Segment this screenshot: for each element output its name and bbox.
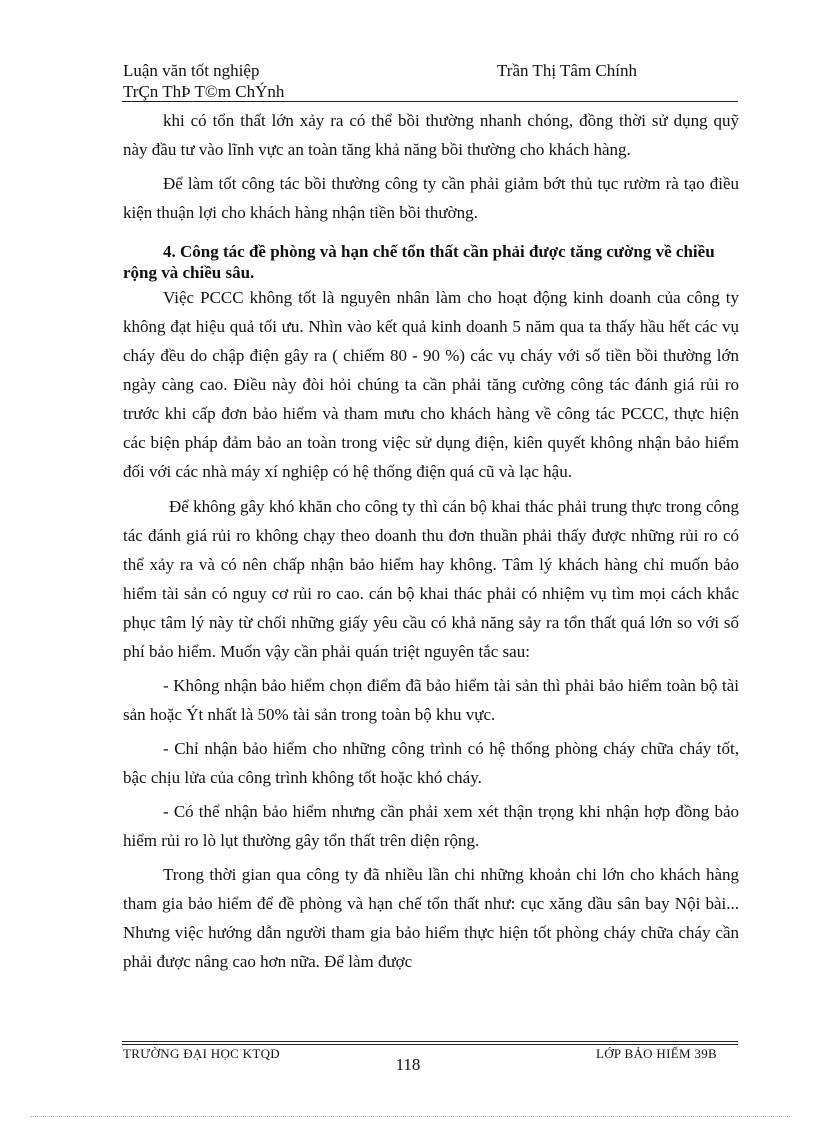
paragraph-5: Trong thời gian qua công ty đã nhiều lần chi những khoản chi lớn cho khách hàng tham gia bảo hiểm để đề phòng và hạn chế tổn thất như: cục xăng dầu sân bay Nội bài... Nhưng việc hướng dẫn người tham gia bảo hiểm thực hiện tốt phòng cháy chữa cháy cần phải được nâng cao hơn nữa. Để làm được (123, 865, 739, 971)
footer-school: TRƯỜNG ĐẠI HỌC KTQD (123, 1046, 280, 1061)
section-heading: 4. Công tác đề phòng và hạn chế tổn thất cần phải được tăng cường về chiều rộng và chiều sâu. (123, 242, 715, 282)
header-author-garbled: TrÇn ThÞ T©m ChÝnh (123, 82, 285, 101)
paragraph-3: Việc PCCC không tốt là nguyên nhân làm cho hoạt động kinh doanh của công ty không đạt hiệu quả tối ưu. Nhìn vào kết quả kinh doanh 5 năm qua ta thấy hầu hết các vụ cháy đều do chập điện gây ra ( chiếm 80 - 90 %) các vụ cháy với số tiền bồi thường lớn ngày càng cao. Điều này đòi hỏi chúng ta cần phải tăng cường công tác đánh giá rủi ro trước khi cấp đơn bảo hiểm và tham mưu cho khách hàng về công tác PCCC, thực hiện các biện pháp đảm bảo an toàn trong việc sử dụng điện, kiên quyết không nhận bảo hiểm đối với các nhà máy xí nghiệp có hệ thống điện quá cũ và lạc hậu. (123, 288, 739, 481)
header-divider (122, 101, 738, 102)
footer-class: LỚP BẢO HIỂM 39B (596, 1046, 717, 1061)
paragraph-1: khi có tổn thất lớn xảy ra có thể bồi thường nhanh chóng, đồng thời sử dụng quỹ này đầu tư vào lĩnh vực an toàn tăng khả năng bồi thường cho khách hàng. (123, 111, 739, 159)
footer-divider-top (122, 1041, 738, 1042)
bullet-3: - Có thể nhận bảo hiểm nhưng cần phải xem xét thận trọng khi nhận hợp đồng bảo hiểm rủi ro lò lụt thường gây tổn thất trên diện rộng. (123, 802, 739, 850)
paragraph-4: Để không gây khó khăn cho công ty thì cán bộ khai thác phải trung thực trong công tác đánh giá rủi ro không chạy theo doanh thu đơn thuần phải thấy được những rủi ro có thể xảy ra và có nên chấp nhận bảo hiểm hay không. Tâm lý khách hàng chỉ muốn bảo hiểm tài sản có nguy cơ rủi ro cao. cán bộ khai thác phải có nhiệm vụ tìm mọi cách khắc phục tâm lý này từ chối những giấy yêu cầu có khả năng sảy ra tổn thất quá lớn so với số phí bảo hiểm. Muốn vậy cần phải quán triệt nguyên tắc sau: (123, 497, 739, 661)
page-number: 118 (395, 1055, 421, 1074)
header-thesis-title: Luận văn tốt nghiệp (123, 61, 260, 80)
footer-divider-bottom (122, 1044, 738, 1045)
paragraph-2: Để làm tốt công tác bồi thường công ty cần phải giảm bớt thủ tục rườm rà tạo điều kiện thuận lợi cho khách hàng nhận tiền bồi thường. (123, 174, 739, 222)
bullet-1: - Không nhận bảo hiểm chọn điểm đã bảo hiểm tài sản thì phải bảo hiểm toàn bộ tài sản hoặc Ýt nhất là 50% tài sản trong toàn bộ khu vực. (123, 676, 739, 724)
page-edge-dotted-line (30, 1116, 790, 1117)
bullet-2: - Chỉ nhận bảo hiểm cho những công trình có hệ thống phòng cháy chữa cháy tốt, bậc chịu lửa của công trình không tốt hoặc khó cháy. (123, 739, 739, 787)
page-body (123, 106, 739, 976)
header-author: Trần Thị Tâm Chính (497, 61, 637, 80)
